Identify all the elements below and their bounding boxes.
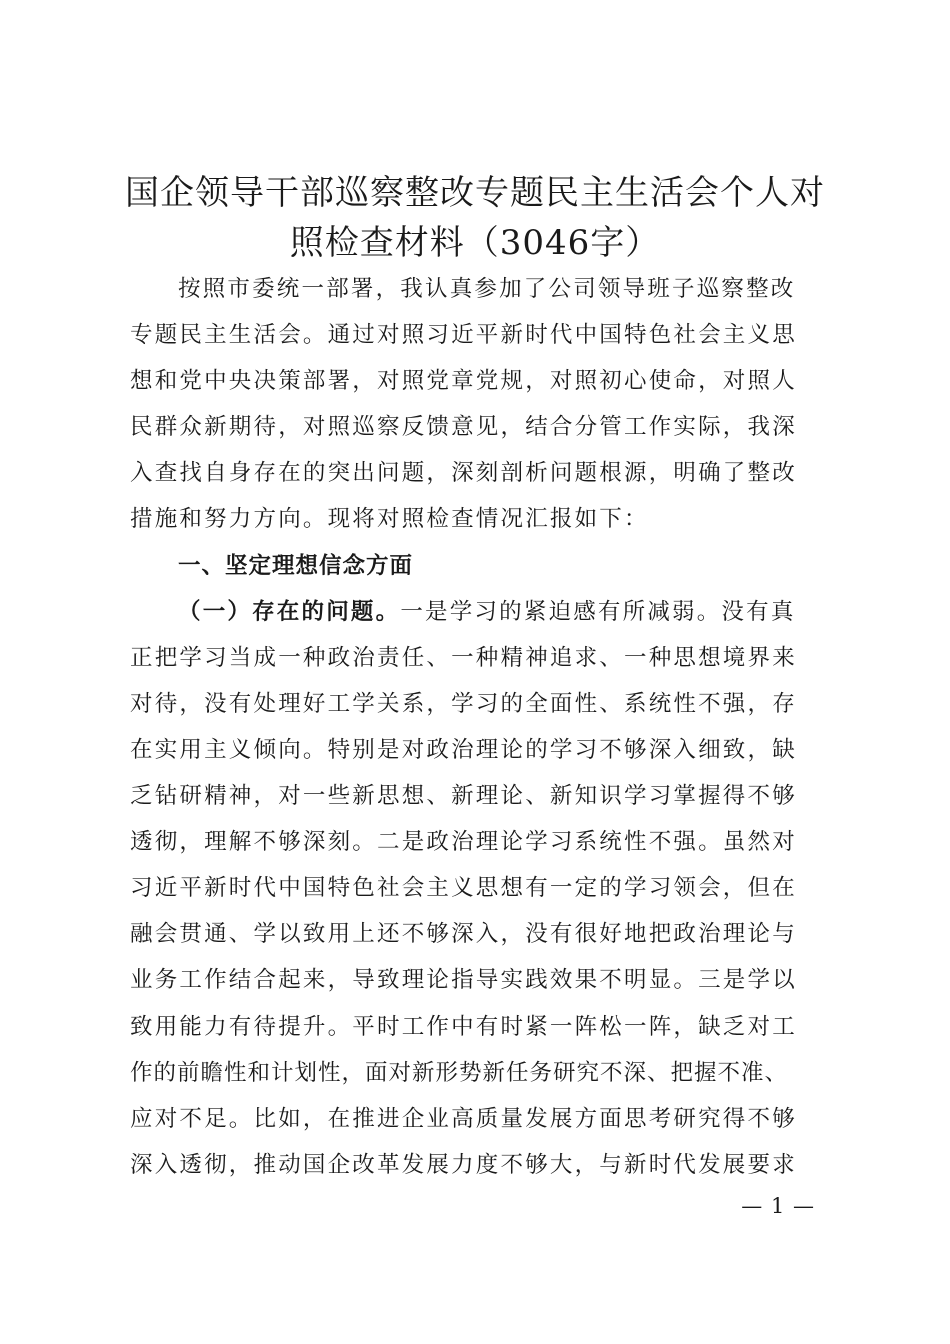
intro-line: 民群众新期待，对照巡察反馈意见，结合分管工作实际，我深 bbox=[130, 414, 797, 441]
section-line: 透彻，理解不够深刻。二是政治理论学习系统性不强。虽然对 bbox=[130, 829, 797, 856]
subsection-label: （一）存在的问题。 bbox=[178, 598, 401, 625]
intro-line: 措施和努力方向。现将对照检查情况汇报如下： bbox=[130, 506, 649, 533]
section-line-text: 一是学习的紧迫感有所减弱。没有真 bbox=[400, 598, 796, 625]
section-heading: 一、坚定理想信念方面 bbox=[178, 552, 414, 579]
section-line: 应对不足。比如，在推进企业高质量发展方面思考研究得不够 bbox=[130, 1105, 797, 1132]
intro-line: 专题民主生活会。通过对照习近平新时代中国特色社会主义思 bbox=[130, 322, 797, 349]
document-body bbox=[130, 266, 830, 1188]
page-number: — 1 — bbox=[741, 1194, 815, 1218]
intro-line: 想和党中央决策部署，对照党章党规，对照初心使命，对照人 bbox=[130, 368, 797, 395]
intro-line: 按照市委统一部署，我认真参加了公司领导班子巡察整改 bbox=[178, 276, 796, 302]
title-line-1: 国企领导干部巡察整改专题民主生活会个人对 bbox=[125, 173, 825, 213]
section-line: 融会贯通、学以致用上还不够深入，没有很好地把政治理论与 bbox=[130, 921, 797, 948]
section-line: 业务工作结合起来，导致理论指导实践效果不明显。三是学以 bbox=[130, 967, 797, 994]
section-line: 致用能力有待提升。平时工作中有时紧一阵松一阵，缺乏对工 bbox=[130, 1013, 797, 1040]
section-line: 乏钻研精神，对一些新思想、新理论、新知识学习掌握得不够 bbox=[130, 783, 797, 810]
document-title bbox=[110, 168, 840, 268]
section-line: 作的前瞻性和计划性，面对新形势新任务研究不深、把握不准、 bbox=[130, 1059, 789, 1086]
section-line: 对待，没有处理好工学关系，学习的全面性、系统性不强，存 bbox=[130, 690, 797, 717]
section-line: 深入透彻，推动国企改革发展力度不够大，与新时代发展要求 bbox=[130, 1151, 797, 1178]
section-line-first bbox=[130, 589, 830, 635]
intro-line: 入查找自身存在的突出问题，深刻剖析问题根源，明确了整改 bbox=[130, 460, 797, 487]
section-line: 在实用主义倾向。特别是对政治理论的学习不够深入细致，缺 bbox=[130, 736, 797, 763]
section-line: 正把学习当成一种政治责任、一种精神追求、一种思想境界来 bbox=[130, 644, 797, 671]
title-line-2: 照检查材料（3046字） bbox=[289, 223, 661, 263]
section-line: 习近平新时代中国特色社会主义思想有一定的学习领会，但在 bbox=[130, 875, 797, 902]
